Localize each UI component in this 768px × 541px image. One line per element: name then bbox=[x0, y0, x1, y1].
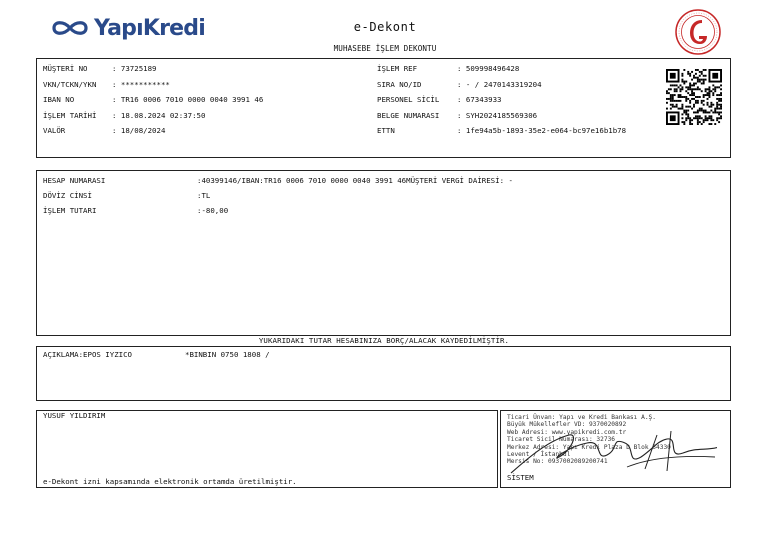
account-box bbox=[36, 170, 731, 336]
yapikredi-emblem-icon bbox=[50, 17, 90, 39]
bank-logo bbox=[50, 14, 205, 42]
customer-name: YUSUF YILDIRIM bbox=[43, 411, 106, 420]
info_right-label: BELGE NUMARASI bbox=[377, 110, 440, 120]
info-box bbox=[36, 58, 731, 158]
signature-icon bbox=[507, 421, 717, 481]
info_right-label: PERSONEL SİCİL bbox=[377, 95, 440, 104]
bank-info-line: Ticaret Sicil Numarası: 32736 bbox=[507, 436, 616, 444]
amount-label: İŞLEM TUTARI bbox=[43, 206, 97, 215]
info_right-value: : 67343933 bbox=[457, 95, 502, 104]
account-number-label: HESAP NUMARASI bbox=[43, 176, 106, 185]
currency-value: :TL bbox=[197, 191, 211, 200]
info_right-value: : 509998496428 bbox=[457, 64, 520, 73]
info_left-label: IBAN NO bbox=[43, 95, 75, 104]
bank-info-box bbox=[500, 410, 731, 488]
bank-info-line: Merkez Adresi: Yapı Kredi Plaza D Blok 34330 bbox=[507, 443, 671, 451]
info_right-value: : - / 2470143319204 bbox=[457, 79, 542, 89]
info_left-value: : 73725189 bbox=[112, 64, 157, 73]
document-subtitle: MUHASEBE İŞLEM DEKONTU bbox=[333, 44, 437, 53]
info_left-value: : *********** bbox=[112, 79, 170, 89]
info_right-label: SIRA NO/ID bbox=[377, 79, 422, 89]
info_left-value: : TR16 0006 7010 0000 0040 3991 46 bbox=[112, 95, 264, 104]
info_left-label: VALÖR bbox=[43, 126, 66, 135]
description-box bbox=[36, 346, 731, 401]
page-title: e-Dekont bbox=[353, 20, 417, 34]
info_left-label: İŞLEM TARİHİ bbox=[43, 110, 97, 120]
description-label: AÇIKLAMA:EPOS IYZICO bbox=[43, 350, 132, 359]
bank-info-line: Mersis No: 0937002089200741 bbox=[507, 458, 608, 466]
info_right-value: : SYH2024185569306 bbox=[457, 110, 538, 120]
info_left-label: MÜŞTERİ NO bbox=[43, 64, 88, 73]
system-label: SİSTEM bbox=[507, 473, 534, 482]
customer-box bbox=[36, 410, 498, 488]
currency-label: DÖVİZ CİNSİ bbox=[43, 191, 92, 200]
brand-name: YapıKredi bbox=[94, 15, 205, 41]
debit-credit-notice: YUKARIDAKI TUTAR HESABINIZA BORÇ/ALACAK KAYDEDİLMİŞTİR. bbox=[258, 336, 510, 345]
amount-value: :-80,00 bbox=[197, 206, 229, 215]
info_right-label: İŞLEM REF bbox=[377, 64, 418, 73]
info_left-value: : 18.08.2024 02:37:50 bbox=[112, 110, 206, 120]
info_right-label: ETTN bbox=[377, 126, 395, 135]
info_right-value: : 1fe94a5b-1893-35e2-e064-bc97e16b1b78 bbox=[457, 126, 627, 135]
bank-info-line: Levent / İstanbul bbox=[507, 451, 571, 459]
bank-seal-icon bbox=[674, 8, 722, 56]
account-number-value: :40399146/IBAN:TR16 0006 7010 0000 0040 3991 46MÜŞTERİ VERGİ DAİRESİ: - bbox=[197, 176, 513, 185]
qr-code-icon bbox=[666, 68, 722, 126]
info_left-value: : 18/08/2024 bbox=[112, 126, 166, 135]
electronic-notice: e-Dekont izni kapsamında elektronik ortamda üretilmiştir. bbox=[43, 477, 297, 486]
bank-info-line: Web Adresi: www.yapikredi.com.tr bbox=[507, 428, 627, 436]
description-value: *BINBIN 0750 1808 / bbox=[185, 350, 270, 359]
info_left-label: VKN/TCKN/YKN bbox=[43, 79, 97, 89]
bank-info-line: Ticari Ünvan: Yapı ve Kredi Bankası A.Ş. bbox=[507, 414, 657, 421]
bank-info-line: Büyük Mükellefler VD: 9370020892 bbox=[507, 421, 627, 429]
